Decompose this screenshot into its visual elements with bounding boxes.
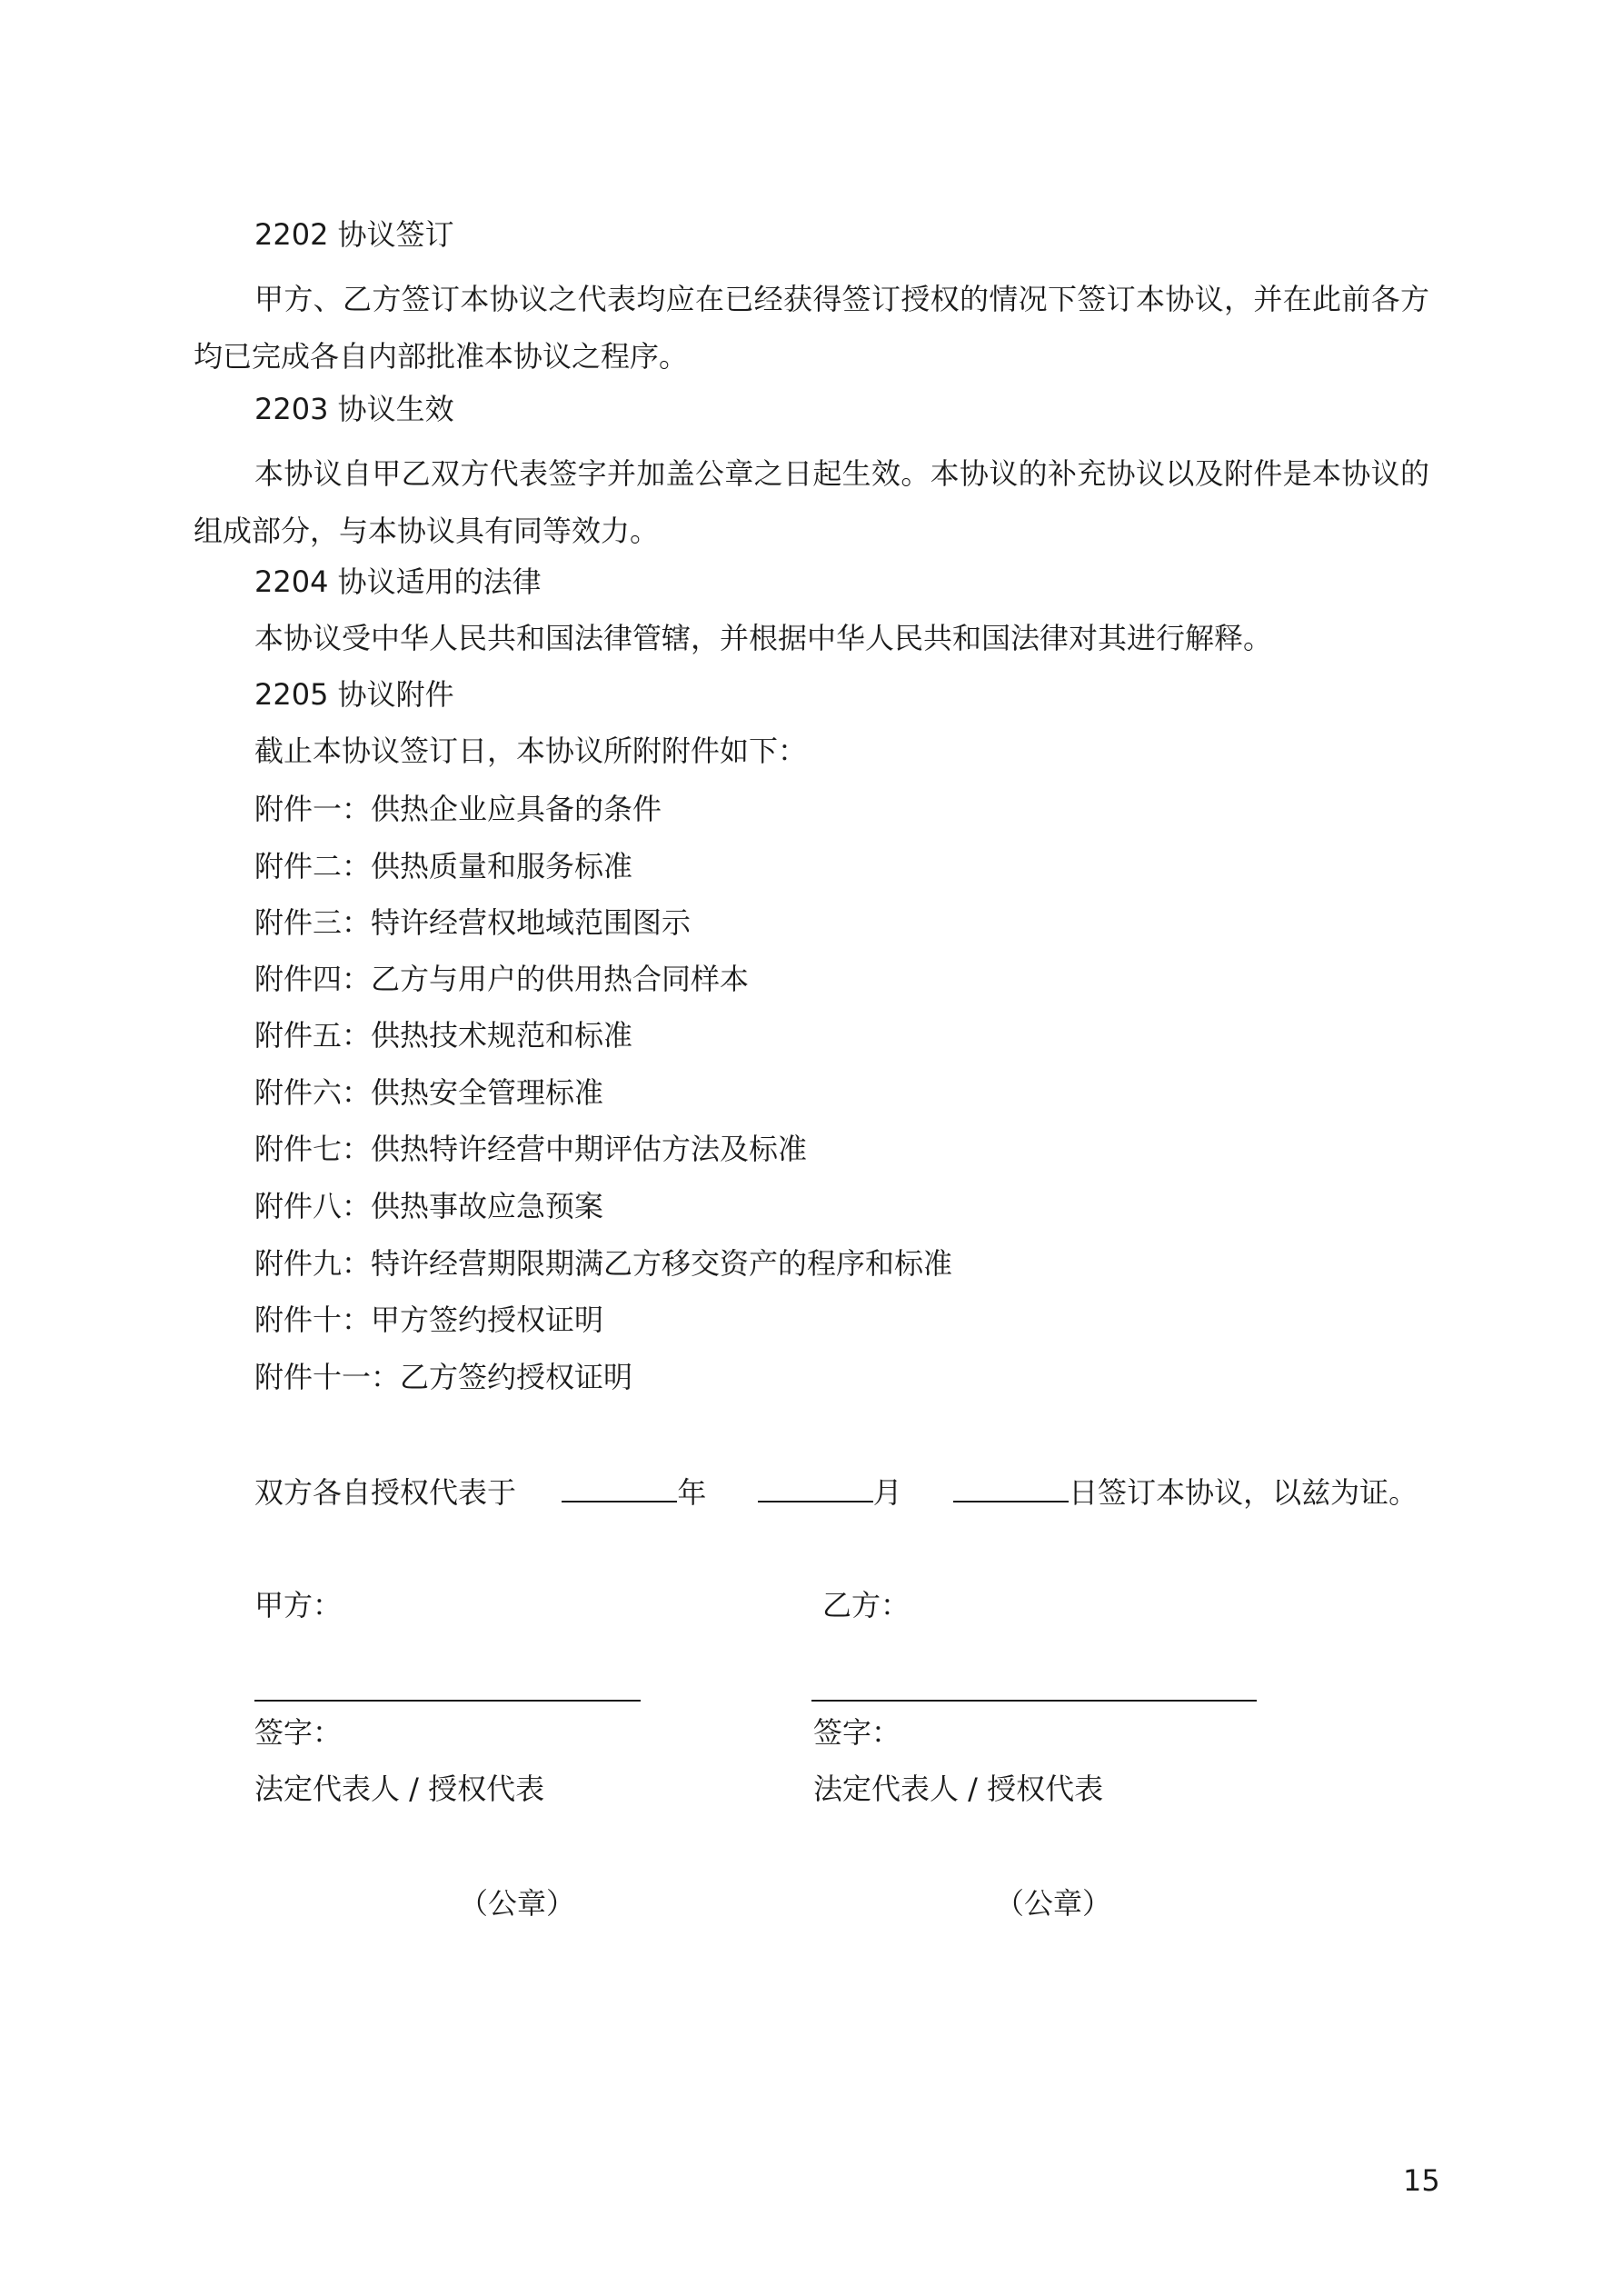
page-number: 15 [1403, 2163, 1440, 2198]
year-label: 年 [677, 1475, 707, 1510]
attachment-item: 附件九：特许经营期限期满乙方移交资产的程序和标准 [254, 1246, 953, 1281]
attachment-item: 附件四：乙方与用户的供用热合同样本 [254, 962, 750, 996]
party-b-signature-line [811, 1700, 1257, 1702]
party-b-label: 乙方： [822, 1588, 911, 1622]
party-a-seal: （公章） [459, 1886, 576, 1921]
attachment-item: 附件八：供热事故应急预案 [254, 1189, 604, 1223]
month-label: 月 [872, 1475, 902, 1510]
section-2205-heading: 2205 协议附件 [254, 677, 454, 712]
section-2202-body: 甲方、乙方签订本协议之代表均应在已经获得签订授权的情况下签订本协议，并在此前各方均已完成各自内部批准本协议之程序。 [194, 282, 1429, 374]
month-blank [758, 1473, 873, 1502]
section-2205-intro: 截止本协议签订日，本协议所附附件如下： [254, 734, 808, 768]
section-2204-heading: 2204 协议适用的法律 [254, 564, 542, 599]
party-b-representative: 法定代表人 / 授权代表 [813, 1772, 1104, 1806]
attachment-item: 附件二：供热质量和服务标准 [254, 849, 633, 883]
attachment-item: 附件十一：乙方签约授权证明 [254, 1360, 633, 1394]
closing-suffix: 日签订本协议，以兹为证。 [1069, 1475, 1418, 1510]
attachment-item: 附件十：甲方签约授权证明 [254, 1303, 604, 1337]
attachment-item: 附件三：特许经营权地域范围图示 [254, 905, 692, 940]
party-a-sign-label: 签字： [254, 1715, 343, 1750]
closing-prefix: 双方各自授权代表于 [254, 1475, 517, 1510]
year-blank [562, 1473, 677, 1502]
section-2202-heading: 2202 协议签订 [254, 217, 454, 252]
party-a-label: 甲方： [254, 1588, 343, 1622]
section-2204-body: 本协议受中华人民共和国法律管辖，并根据中华人民共和国法律对其进行解释。 [254, 621, 1273, 655]
attachment-item: 附件一：供热企业应具备的条件 [254, 792, 662, 826]
attachment-item: 附件五：供热技术规范和标准 [254, 1018, 633, 1053]
attachment-item: 附件七：供热特许经营中期评估方法及标准 [254, 1132, 808, 1166]
party-b-sign-label: 签字： [813, 1715, 901, 1750]
attachment-item: 附件六：供热安全管理标准 [254, 1075, 604, 1110]
section-2203-body: 本协议自甲乙双方代表签字并加盖公章之日起生效。本协议的补充协议以及附件是本协议的组成部分，与本协议具有同等效力。 [194, 456, 1429, 548]
party-a-representative: 法定代表人 / 授权代表 [254, 1772, 545, 1806]
party-b-seal: （公章） [995, 1886, 1112, 1921]
party-a-signature-line [254, 1700, 641, 1702]
section-2203-heading: 2203 协议生效 [254, 392, 454, 426]
day-blank [953, 1473, 1069, 1502]
closing-statement [254, 1472, 1418, 1512]
